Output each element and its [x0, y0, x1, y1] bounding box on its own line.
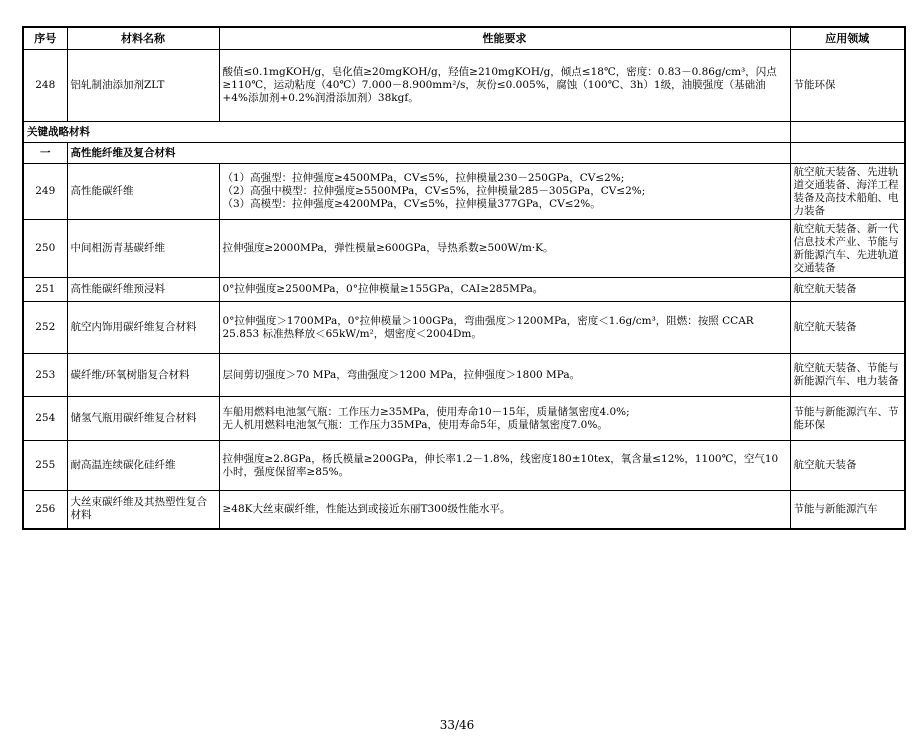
- row-req: 酸值≤0.1mgKOH/g，皂化值≥20mgKOH/g，羟值≥210mgKOH/g，倾点≤18℃，密度：0.83－0.86g/cm³，闪点≥110℃，运动粘度（40℃）7.000－8.900mm²/s，灰份≤0.005%，腐蚀（100℃、3h）1级，油膜强度（基础油+4%添加剂+0.2%润滑添加剂）38kgf。: [219, 50, 790, 122]
- page-number: 33/46: [439, 718, 475, 732]
- table-row: [23, 302, 905, 354]
- row-no: 253: [23, 354, 67, 397]
- header-no: 序号: [23, 27, 67, 50]
- row-name: 中间相沥青基碳纤维: [67, 220, 219, 278]
- row-app: 航空航天装备: [790, 302, 905, 354]
- table-row: [23, 491, 905, 529]
- row-no: 250: [23, 220, 67, 278]
- row-name: 高性能碳纤维预浸料: [67, 278, 219, 302]
- category-label: 关键战略材料: [23, 122, 790, 143]
- row-app: 航空航天装备: [790, 278, 905, 302]
- row-req: 车船用燃料电池氢气瓶：工作压力≥35MPa，使用寿命10－15年，质量储氢密度4.0%; 无人机用燃料电池氢气瓶：工作压力35MPa，使用寿命5年，质量储氢密度7.0%。: [219, 397, 790, 441]
- category-row: [23, 122, 905, 143]
- subcategory-no: 一: [23, 143, 67, 164]
- row-no: 256: [23, 491, 67, 529]
- row-req: 0°拉伸强度＞1700MPa，0°拉伸模量＞100GPa，弯曲强度＞1200MPa，密度＜1.6g/cm³，阻燃：按照 CCAR 25.853 标准热释放＜65kW/m²，烟密度＜2004Dm。: [219, 302, 790, 354]
- row-no: 252: [23, 302, 67, 354]
- row-req: （1）高强型：拉伸强度≥4500MPa，CV≤5%，拉伸模量230－250GPa，CV≤2%; （2）高强中模型：拉伸强度≥5500MPa，CV≤5%，拉伸模量285－305GPa，CV≤2%; （3）高模型：拉伸强度≥4200MPa，CV≤5%，拉伸模量377GPa，CV≤2%。: [219, 164, 790, 220]
- row-req: 层间剪切强度＞70 MPa，弯曲强度＞1200 MPa，拉伸强度＞1800 MPa。: [219, 354, 790, 397]
- row-name: 耐高温连续碳化硅纤维: [67, 441, 219, 491]
- table-row: [23, 220, 905, 278]
- row-app: 航空航天装备、先进轨道交通装备、海洋工程装备及高技术船舶、电力装备: [790, 164, 905, 220]
- subcategory-label: 高性能纤维及复合材料: [67, 143, 790, 164]
- row-name: 高性能碳纤维: [67, 164, 219, 220]
- row-no: 255: [23, 441, 67, 491]
- header-name: 材料名称: [67, 27, 219, 50]
- row-req: 0°拉伸强度≥2500MPa，0°拉伸模量≥155GPa，CAI≥285MPa。: [219, 278, 790, 302]
- row-name: 铝轧制油添加剂ZLT: [67, 50, 219, 122]
- header-row: [23, 27, 905, 50]
- row-req: ≥48K大丝束碳纤维，性能达到或接近东丽T300级性能水平。: [219, 491, 790, 529]
- subcategory-row: [23, 143, 905, 164]
- row-name: 航空内饰用碳纤维复合材料: [67, 302, 219, 354]
- table-row: [23, 397, 905, 441]
- row-app: 节能与新能源汽车、节能环保: [790, 397, 905, 441]
- row-no: 251: [23, 278, 67, 302]
- row-app: 航空航天装备、新一代信息技术产业、节能与新能源汽车、先进轨道交通装备: [790, 220, 905, 278]
- row-app: 航空航天装备: [790, 441, 905, 491]
- spec-table: [22, 26, 906, 530]
- header-req: 性能要求: [219, 27, 790, 50]
- table-row: [23, 164, 905, 220]
- row-name: 大丝束碳纤维及其热塑性复合材料: [67, 491, 219, 529]
- row-name: 储氢气瓶用碳纤维复合材料: [67, 397, 219, 441]
- row-req: 拉伸强度≥2.8GPa，杨氏模量≥200GPa，伸长率1.2－1.8%，线密度180±10tex，氧含量≤12%，1100℃，空气10小时，强度保留率≥85%。: [219, 441, 790, 491]
- row-app: 航空航天装备、节能与新能源汽车、电力装备: [790, 354, 905, 397]
- category-empty: [790, 122, 905, 143]
- table-row: [23, 354, 905, 397]
- row-no: 248: [23, 50, 67, 122]
- table-row: [23, 441, 905, 491]
- table-row: [23, 278, 905, 302]
- row-app: 节能与新能源汽车: [790, 491, 905, 529]
- row-no: 249: [23, 164, 67, 220]
- table-row: [23, 50, 905, 122]
- row-app: 节能环保: [790, 50, 905, 122]
- row-req: 拉伸强度≥2000MPa，弹性模量≥600GPa，导热系数≥500W/m·K。: [219, 220, 790, 278]
- row-no: 254: [23, 397, 67, 441]
- subcategory-empty: [790, 143, 905, 164]
- header-app: 应用领域: [790, 27, 905, 50]
- row-name: 碳纤维/环氧树脂复合材料: [67, 354, 219, 397]
